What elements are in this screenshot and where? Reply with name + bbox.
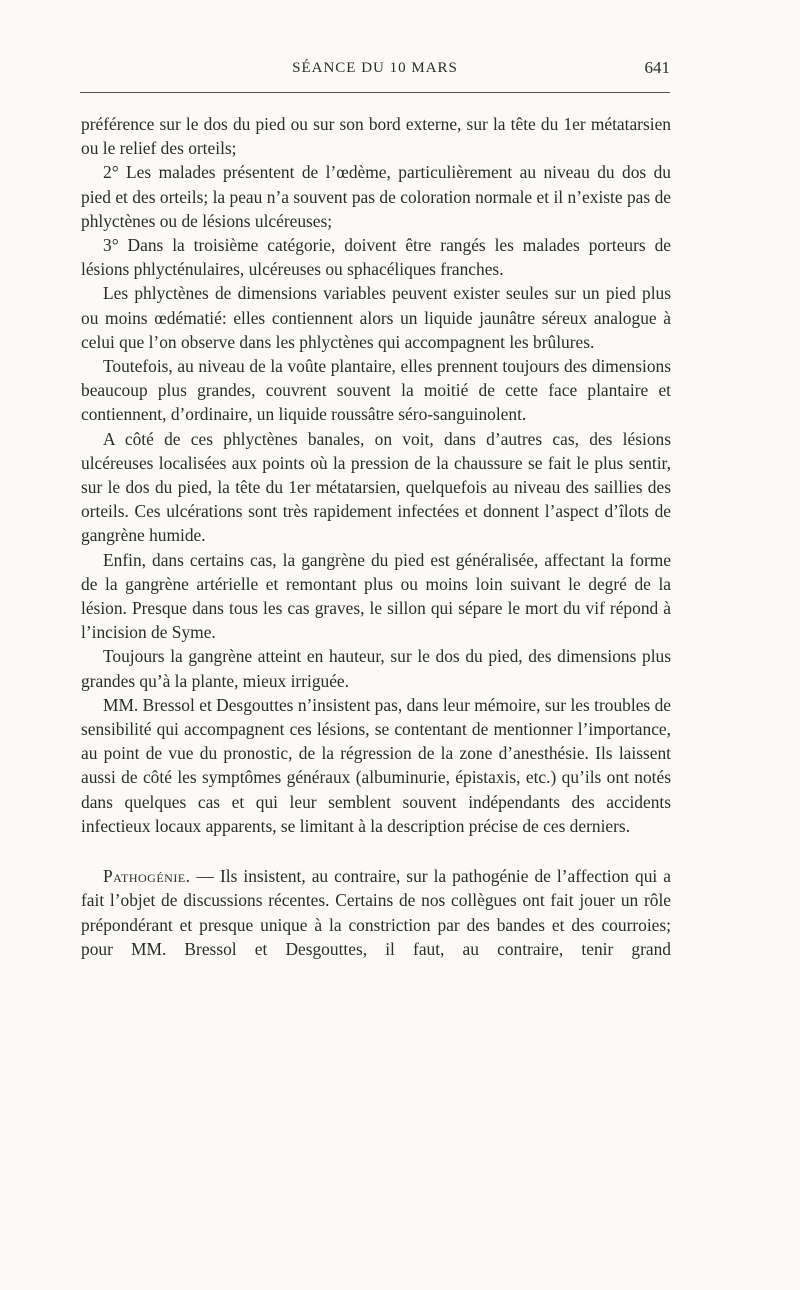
- body-text: [81, 112, 671, 961]
- paragraph: Les phlyctènes de dimensions variables peuvent exister seules sur un pied plus ou moins œdématié: elles contiennent alors un liquide jaunâtre séreux analogue à celui que l’on observe dans les phlyctènes qui accompagnent les brûlures.: [81, 283, 671, 352]
- paragraph: préférence sur le dos du pied ou sur son bord externe, sur la tête du 1er métatarsien ou le relief des orteils;: [81, 114, 671, 159]
- section-heading: Pathogénie.: [103, 866, 191, 887]
- header-title: SÉANCE DU 10 MARS: [292, 60, 458, 76]
- running-header: [80, 56, 670, 93]
- page-number: 641: [644, 58, 670, 77]
- paragraph: 3° Dans la troisième catégorie, doivent être rangés les malades porteurs de lésions phlycténulaires, ulcéreuses ou sphacéliques franches.: [81, 235, 671, 280]
- paragraph: 2° Les malades présentent de l’œdème, particulièrement au niveau du dos du pied et des orteils; la peau n’a souvent pas de coloration normale et il n’existe pas de phlyctènes ou de lésions ulcéreuses;: [81, 162, 671, 231]
- paragraph: Toujours la gangrène atteint en hauteur, sur le dos du pied, des dimensions plus grandes qu’à la plante, mieux irriguée.: [81, 646, 671, 691]
- section-paragraph: [81, 864, 671, 961]
- section-text: — Ils insistent, au contraire, sur la pathogénie de l’affection qui a fait l’objet de discussions récentes. Certains de nos collègues ont fait jouer un rôle prépondérant et presque unique à la constriction par des bandes et des courroies; pour MM. Bressol et Desgouttes, il faut, au contraire, tenir grand: [81, 866, 671, 959]
- paragraph: Toutefois, au niveau de la voûte plantaire, elles prennent toujours des dimensions beaucoup plus grandes, couvrent souvent la moitié de cette face plantaire et contiennent, d’ordinaire, un liquide roussâtre séro-sanguinolent.: [81, 356, 671, 425]
- paragraph: Enfin, dans certains cas, la gangrène du pied est généralisée, affectant la forme de la gangrène artérielle et remontant plus ou moins loin suivant le degré de la lésion. Presque dans tous les cas graves, le sillon qui sépare le mort du vif répond à l’incision de Syme.: [81, 549, 671, 643]
- paragraph: MM. Bressol et Desgouttes n’insistent pas, dans leur mémoire, sur les troubles de sensibilité qui accompagnent ces lésions, se contentant de mentionner l’importance, au point de vue du pronostic, de la régression de la zone d’anesthésie. Ils laissent aussi de côté les symptômes généraux (albuminurie, épistaxis, etc.) qu’ils ont notés dans quelques cas et qui leur semblent souvent indépendants des accidents infectieux locaux apparents, se limitant à la description précise de ces derniers.: [81, 694, 671, 836]
- paragraph: A côté de ces phlyctènes banales, on voit, dans d’autres cas, des lésions ulcéreuses localisées aux points où la pression de la chaussure se fait le plus sentir, sur le dos du pied, la tête du 1er métatarsien, quelquefois au niveau des saillies des orteils. Ces ulcérations sont très rapidement infectées et donnent l’aspect d’îlots de gangrène humide.: [81, 428, 671, 546]
